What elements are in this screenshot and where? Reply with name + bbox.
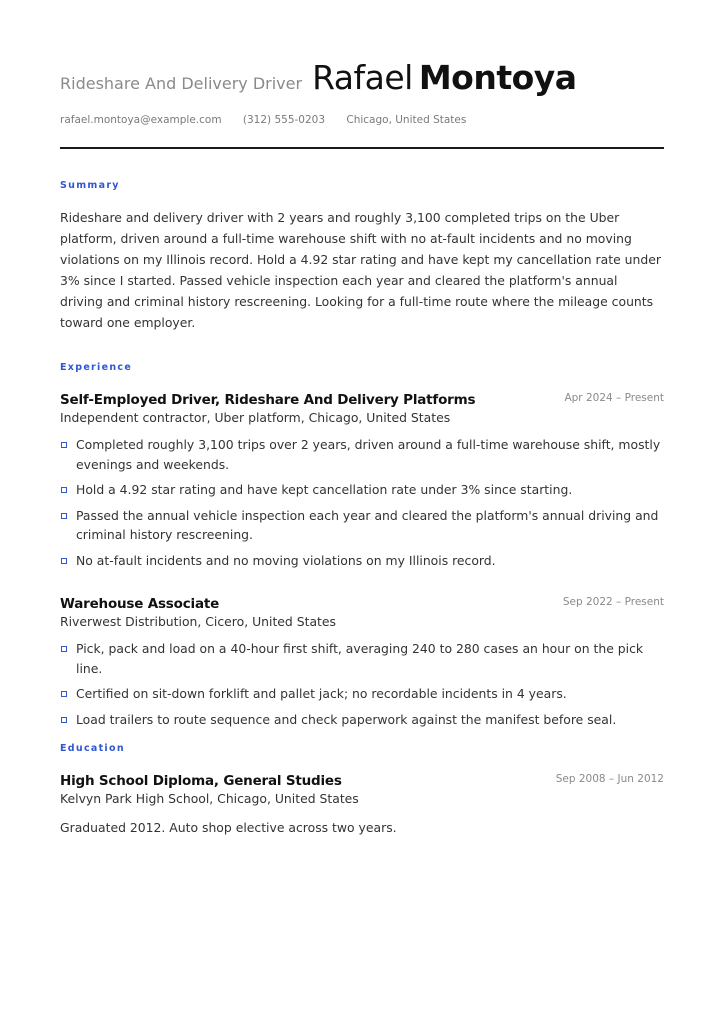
- education-header: [60, 770, 664, 790]
- education-note: Graduated 2012. Auto shop elective across two years.: [60, 820, 397, 835]
- job-bullets: [60, 435, 664, 570]
- summary-text: Rideshare and delivery driver with 2 years and roughly 3,100 completed trips on the Uber platform, driven around a full-time warehouse shift with no at-fault incidents and no moving violations on my Illinois record. Hold a 4.92 star rating and have kept my cancellation rate under 3% since I started. Passed vehicle inspection each year and cleared the platform's annual driving and criminal history rescreening. Looking for a full-time route where the mileage counts toward one employer.: [60, 210, 661, 330]
- job-entry: [60, 389, 664, 576]
- contact-phone: (312) 555-0203: [242, 114, 326, 126]
- list-item: Load trailers to route sequence and check paperwork against the manifest before seal.: [60, 710, 664, 730]
- job-header: [60, 593, 664, 613]
- title-line: [60, 58, 664, 102]
- education-heading: Education: [60, 743, 125, 754]
- job-bullets: [60, 639, 664, 729]
- list-item: Completed roughly 3,100 trips over 2 years, driven around a full-time warehouse shift, mostly evenings and weekends.: [60, 435, 664, 474]
- job-title: Self-Employed Driver, Rideshare And Delivery Platforms: [60, 392, 476, 408]
- list-item: Passed the annual vehicle inspection each year and cleared the platform's annual driving and criminal history rescreening.: [60, 506, 664, 545]
- job-dates: Sep 2022 – Present: [562, 596, 664, 608]
- first-name: Rafael: [312, 58, 413, 97]
- list-item: Hold a 4.92 star rating and have kept cancellation rate under 3% since starting.: [60, 480, 664, 500]
- last-name: Montoya: [418, 58, 577, 97]
- resume-header: [60, 58, 664, 126]
- contact-email[interactable]: rafael.montoya@example.com: [60, 114, 222, 126]
- summary-heading: Summary: [60, 180, 120, 191]
- job-title: Warehouse Associate: [60, 596, 220, 612]
- list-item: Certified on sit-down forklift and pallet jack; no recordable incidents in 4 years.: [60, 684, 664, 704]
- job-organization: Riverwest Distribution, Cicero, United States: [60, 614, 336, 629]
- education-entry: [60, 770, 664, 835]
- school-name: Kelvyn Park High School, Chicago, United States: [60, 791, 359, 806]
- contact-line: [60, 114, 664, 126]
- experience-heading: Experience: [60, 362, 133, 373]
- job-organization: Independent contractor, Uber platform, Chicago, United States: [60, 410, 451, 425]
- list-item: Pick, pack and load on a 40-hour first shift, averaging 240 to 280 cases an hour on the pick line.: [60, 639, 664, 678]
- list-item: No at-fault incidents and no moving violations on my Illinois record.: [60, 551, 664, 571]
- job-header: [60, 389, 664, 409]
- job-dates: Apr 2024 – Present: [564, 392, 664, 404]
- contact-location: Chicago, United States: [346, 114, 467, 126]
- degree-title: High School Diploma, General Studies: [60, 773, 342, 789]
- job-role: Rideshare And Delivery Driver: [60, 74, 303, 93]
- header-divider: [60, 147, 664, 149]
- job-entry: [60, 593, 664, 735]
- education-dates: Sep 2008 – Jun 2012: [555, 773, 664, 785]
